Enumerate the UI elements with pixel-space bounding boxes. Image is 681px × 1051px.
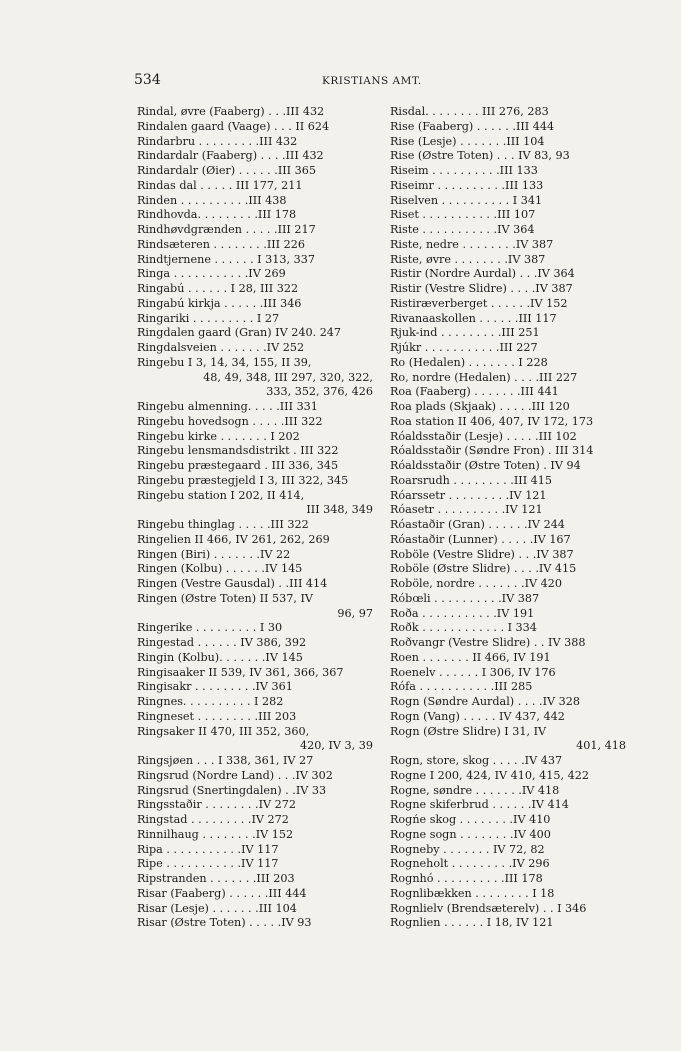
index-entry: Risar (Faaberg) . . . . . .III 444 [137,886,307,900]
index-entry: Ringelien II 466, IV 261, 262, 269 [137,532,330,546]
index-entry: Roböle, nordre . . . . . . .IV 420 [390,577,562,590]
index-entry: Ro, nordre (Hedalen) . . . .III 227 [390,370,578,384]
index-entry: Rogne skiferbrud . . . . . .IV 414 [390,798,569,812]
index-entry: Rindarbru . . . . . . . . .III 432 [137,134,298,148]
index-entry: Riselven . . . . . . . . . . I 341 [390,193,543,207]
index-entry: Ringariki . . . . . . . . . I 27 [137,311,280,325]
index-entry: Rindardalr (Øier) . . . . . .III 365 [137,164,316,177]
index-entry: Risar (Østre Toten) . . . . .IV 93 [137,916,312,930]
index-entry: Rogn (Søndre Aurdal) . . . .IV 328 [390,695,581,708]
index-entry: Ripstranden . . . . . . .III 203 [137,872,295,885]
index-entry: Ringen (Kolbu) . . . . . .IV 145 [137,562,303,576]
index-entry: Rindsæteren . . . . . . . .III 226 [137,237,305,251]
index-entry: Ringa . . . . . . . . . . .IV 269 [137,267,286,281]
index-entry: Roa (Faaberg) . . . . . . .III 441 [390,385,559,399]
index-entry: Rindhovda. . . . . . . . .III 178 [137,208,297,222]
index-entry: Ringsstaðir . . . . . . . .IV 272 [137,798,296,812]
index-entry: Ringebu kirke . . . . . . . I 202 [137,429,300,443]
index-entry: Rognlibækken . . . . . . . . I 18 [390,886,555,900]
index-entry: Riseimr . . . . . . . . . .III 133 [390,178,544,192]
index-entry: Rindas dal . . . . . III 177, 211 [137,178,303,192]
index-entry: Ringen (Vestre Gausdal) . .III 414 [137,577,328,590]
index-entry: Rinden . . . . . . . . . .III 438 [137,193,287,207]
index-entry: Rise (Faaberg) . . . . . .III 444 [390,119,555,133]
index-entry: Roenelv . . . . . . I 306, IV 176 [390,665,556,679]
index-entry: Ringsrud (Snertingdalen) . .IV 33 [137,783,327,797]
index-entry: Rófa . . . . . . . . . . .III 285 [390,680,533,694]
index-entry: Róbœli . . . . . . . . . .IV 387 [390,591,540,605]
index-entry: Rogneby . . . . . . . IV 72, 82 [390,842,545,856]
running-head: KRISTIANS AMT. [322,75,422,87]
index-entry: Ringebu I 3, 14, 34, 155, II 39, [137,355,312,369]
index-entry: Ristir (Vestre Slidre) . . . .IV 387 [390,282,573,295]
index-entry: Ringabú kirkja . . . . . .III 346 [137,296,302,310]
index-entry: Róastaðir (Gran) . . . . . .IV 244 [390,518,565,531]
index-entry: Ristiræverberget . . . . . .IV 152 [390,296,568,310]
index-entry: Róastaðir (Lunner) . . . . .IV 167 [390,532,571,546]
index-entry: Roðk . . . . . . . . . . . . I 334 [390,621,537,635]
index-entry: Ristir (Nordre Aurdal) . . .IV 364 [390,267,575,281]
index-entry: Rindtjernene . . . . . . I 313, 337 [137,252,315,266]
index-entry: Rindardalr (Faaberg) . . . .III 432 [137,149,324,163]
index-entry: Ringin (Kolbu). . . . . . .IV 145 [137,650,303,664]
index-entry: Róarssetr . . . . . . . . .IV 121 [390,488,547,502]
index-entry: Rinnilhaug . . . . . . . .IV 152 [137,827,294,841]
index-entry: 333, 352, 376, 426 [266,385,373,399]
index-entry: Risdal. . . . . . . . III 276, 283 [390,105,549,118]
index-entry: Roðvangr (Vestre Slidre) . . IV 388 [390,636,586,649]
index-entry: Rise (Lesje) . . . . . . .III 104 [390,134,545,148]
index-entry: Riste, nedre . . . . . . . .IV 387 [390,237,554,251]
index-entry: 96, 97 [337,606,373,620]
index-entry: Ringsrud (Nordre Land) . . .IV 302 [137,768,333,782]
index-entry: Riste . . . . . . . . . . .IV 364 [390,223,535,236]
index-entry: Ringisakr . . . . . . . . .IV 361 [137,680,293,694]
index-entry: Rogne I 200, 424, IV 410, 415, 422 [390,768,589,782]
page-number: 534 [134,72,161,88]
index-entry: Róaldsstaðir (Søndre Fron) . III 314 [390,444,594,458]
index-entry: Ringebu præstegaard . III 336, 345 [137,459,339,472]
index-entry: Rjuk-ind . . . . . . . . .III 251 [390,326,540,340]
index-entry: Roböle (Vestre Slidre) . . .IV 387 [390,547,574,561]
index-entry: 401, 418 [576,739,626,753]
index-entry: Ringdalen gaard (Gran) IV 240. 247 [137,326,342,340]
index-entry: Ringerike . . . . . . . . . I 30 [137,621,283,635]
index-entry: Ringebu almenning. . . . .III 331 [137,400,318,413]
index-entry: Róasetr . . . . . . . . . .IV 121 [390,503,543,517]
index-column-left [137,105,373,931]
index-entry: Rognlielv (Brendsæterelv) . . I 346 [390,901,587,915]
index-entry: Ringnes. . . . . . . . . . I 282 [137,695,284,708]
index-entry: Ripe . . . . . . . . . . .IV 117 [137,857,279,871]
index-entry: Ringabú . . . . . . I 28, III 322 [137,282,299,295]
index-entry: Ro (Hedalen) . . . . . . . I 228 [390,355,548,369]
index-entry: Rogne, søndre . . . . . . .IV 418 [390,783,560,797]
index-entry: Roen . . . . . . . II 466, IV 191 [390,650,551,664]
index-entry: Ringebu station I 202, II 414, [137,488,305,502]
index-entry: Ringebu lensmandsdistrikt . III 322 [137,444,339,458]
index-entry: Ringen (Biri) . . . . . . .IV 22 [137,547,291,561]
index-entry: Rognhó . . . . . . . . . .III 178 [390,872,543,885]
index-entry: Róaldsstaðir (Lesje) . . . . .III 102 [390,429,577,443]
index-entry: Ringisaaker II 539, IV 361, 366, 367 [137,665,344,679]
index-entry: Rindhøvdgrænden . . . . .III 217 [137,223,316,236]
index-entry: Ringebu thinglag . . . . .III 322 [137,518,309,531]
index-entry: Ringstad . . . . . . . . .IV 272 [137,813,289,826]
index-entry: Riseim . . . . . . . . . .III 133 [390,164,538,177]
index-entry: Ringebu hovedsogn . . . . .III 322 [137,414,323,428]
index-entry: Rogn (Vang) . . . . . IV 437, 442 [390,709,565,723]
index-entry: Rogńe skog . . . . . . . .IV 410 [390,813,551,826]
index-entry: Roarsrudh . . . . . . . . .III 415 [390,473,553,487]
index-entry: Ringsjøen . . . I 338, 361, IV 27 [137,754,314,767]
index-entry: Ringebu præstegjeld I 3, III 322, 345 [137,473,349,487]
index-entry: Risar (Lesje) . . . . . . .III 104 [137,901,297,915]
index-entry: Róaldsstaðir (Østre Toten) . IV 94 [390,459,581,472]
index-entry: Ringneset . . . . . . . . .III 203 [137,709,297,723]
index-entry: Roða . . . . . . . . . . .IV 191 [390,606,535,620]
index-entry: Ringdalsveien . . . . . . .IV 252 [137,341,305,354]
index-entry: Ringsaker II 470, III 352, 360, [137,724,310,738]
index-entry: 48, 49, 348, III 297, 320, 322, [203,370,373,384]
index-column-right [390,105,626,931]
index-entry: Ripa . . . . . . . . . . .IV 117 [137,842,279,856]
index-entry: Riste, øvre . . . . . . . .IV 387 [390,252,546,266]
index-entry: Rivanaaskollen . . . . . .III 117 [390,311,557,325]
index-entry: Rise (Østre Toten) . . . IV 83, 93 [390,149,570,163]
index-entry: Riset . . . . . . . . . . .III 107 [390,208,536,222]
index-entry: Ringestad . . . . . . IV 386, 392 [137,636,307,649]
index-entry: III 348, 349 [306,503,373,517]
index-entry: Roa station II 406, 407, IV 172, 173 [390,414,594,428]
index-entry: Roböle (Østre Slidre) . . . .IV 415 [390,562,577,576]
index-entry: Ringen (Østre Toten) II 537, IV [137,591,313,605]
index-entry: Rogne sogn . . . . . . . .IV 400 [390,827,551,841]
index-entry: Rogn (Østre Slidre) I 31, IV [390,724,547,738]
index-entry: Rognlien . . . . . . I 18, IV 121 [390,916,554,930]
index-entry: Rogn, store, skog . . . . .IV 437 [390,754,563,767]
index-entry: Rindalen gaard (Vaage) . . . II 624 [137,119,330,133]
index-entry: 420, IV 3, 39 [300,739,373,753]
index-entry: Roa plads (Skjaak) . . . . .III 120 [390,400,570,413]
index-entry: Rogneholt . . . . . . . . .IV 296 [390,857,550,871]
index-entry: Rindal, øvre (Faaberg) . . .III 432 [137,105,325,118]
index-entry: Rjúkr . . . . . . . . . . .III 227 [390,341,538,354]
